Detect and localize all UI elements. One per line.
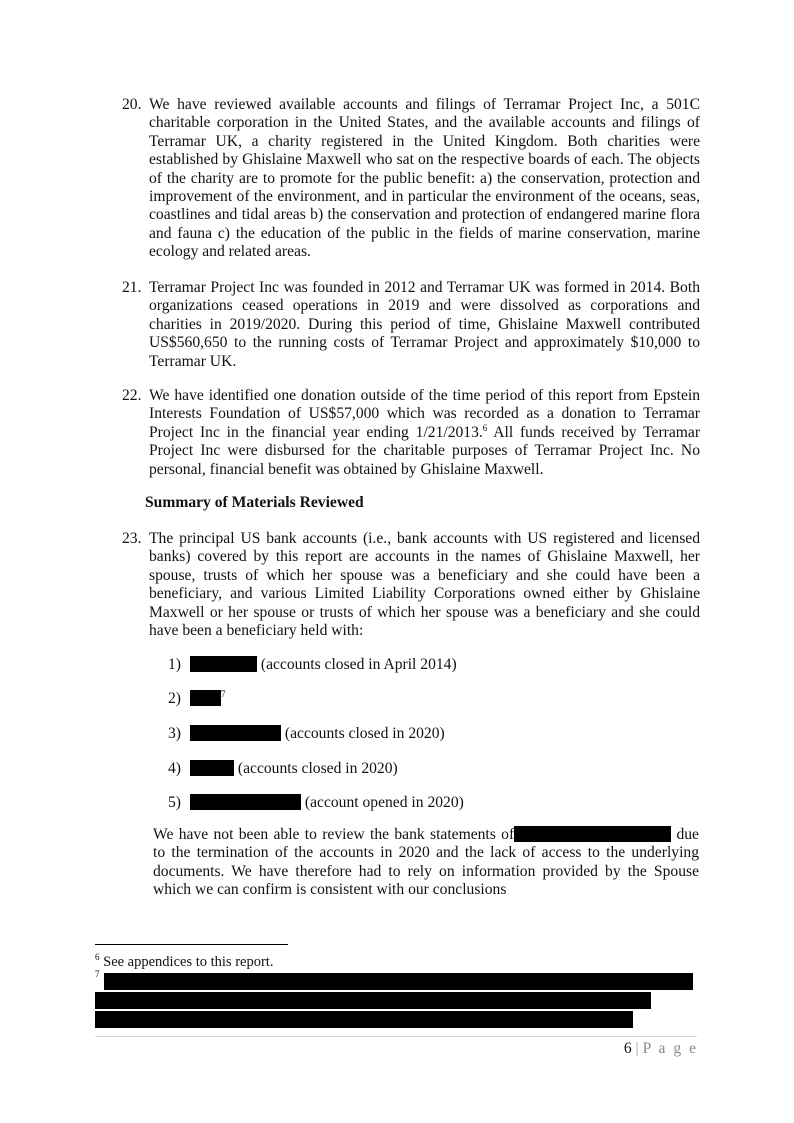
list-item: 3) (accounts closed in 2020) [168,725,445,742]
redaction-block [95,992,651,1009]
paragraph-20 [122,96,700,262]
section-heading: Summary of Materials Reviewed [145,494,364,511]
paragraph-number: 22. [122,387,142,404]
list-item: 5) (account opened in 2020) [168,794,464,811]
paragraph-number: 20. [122,96,142,113]
paragraph-23 [122,530,700,640]
paragraph-number: 23. [122,530,142,547]
footnote-7-marker: 7 [95,969,100,979]
footnote-ref-7[interactable]: 7 [221,688,226,699]
paragraph-text: Terramar Project Inc was founded in 2012 and Terramar UK was formed in 2014. Both organizations ceased operations in 2019 and were dissolved as corporations and charities in 2019/2020. During this period of time, Ghislaine Maxwell contributed US$560,650 to the running costs of Terramar Project and approximately $10,000 to Terramar UK. [149,279,700,370]
redaction-block [190,725,281,741]
redaction-block [190,760,234,776]
redaction-block [104,973,693,990]
paragraph-text: We have reviewed available accounts and filings of Terramar Project Inc, a 501C charitable corporation in the United States, and the available accounts and filings of Terramar UK, a charity registered in the United Kingdom. Both charities were established by Ghislaine Maxwell who sat on the respective boards of each. The objects of the charity are to promote for the public benefit: a) the conservation, protection and improvement of the environment, and in particular the environment of the oceans, seas, coastlines and tidal areas b) the conservation and protection of endangered marine flora and fauna c) the education of the public in the fields of marine conservation, marine ecology and related areas. [149,96,700,261]
redaction-block [95,1011,633,1028]
paragraph-number: 21. [122,279,142,296]
closing-paragraph: We have not been able to review the bank statements of due to the termination of the accounts in 2020 and the lack of access to the underlying documents. We have therefore had to rely on information provided by the Spouse which we can confirm is consistent with our conclusions [153,826,699,899]
footnote-6: $^6$ See appendices to this report. [95,952,274,970]
redaction-block [190,794,301,810]
footnote-ref-6[interactable]: 6 [482,422,488,433]
redaction-block [190,656,257,672]
paragraph-22 [122,387,700,479]
list-item: 2) $^7$ [168,688,226,707]
footer-rule [95,1036,697,1037]
redaction-block [514,826,671,842]
paragraph-21 [122,279,700,371]
list-item: 4) (accounts closed in 2020) [168,760,398,777]
paragraph-text: The principal US bank accounts (i.e., bank accounts with US registered and licensed banks) covered by this report are accounts in the names of Ghislaine Maxwell, her spouse, trusts of which her spouse was a beneficiary and she could have been a beneficiary, and various Limited Liability Corporations owned either by Ghislaine Maxwell or her spouse or trusts of which her spouse was a beneficiary and she could have been a beneficiary held with: [149,530,700,640]
footnote-separator [95,944,288,945]
redaction-block [190,690,221,706]
list-item: 1) (accounts closed in April 2014) [168,656,457,673]
page-number: 6 | P a g e [623,1040,698,1057]
paragraph-text: We have identified one donation outside of the time period of this report from Epstein Interests Foundation of US$57,000 which was recorded as a donation to Terramar Project Inc in the financial year ending 1/21/2013.$^6$ All funds received by Terramar Project Inc were disbursed for the charitable purposes of Terramar Project Inc. No personal, financial benefit was obtained by Ghislaine Maxwell. [149,387,701,478]
